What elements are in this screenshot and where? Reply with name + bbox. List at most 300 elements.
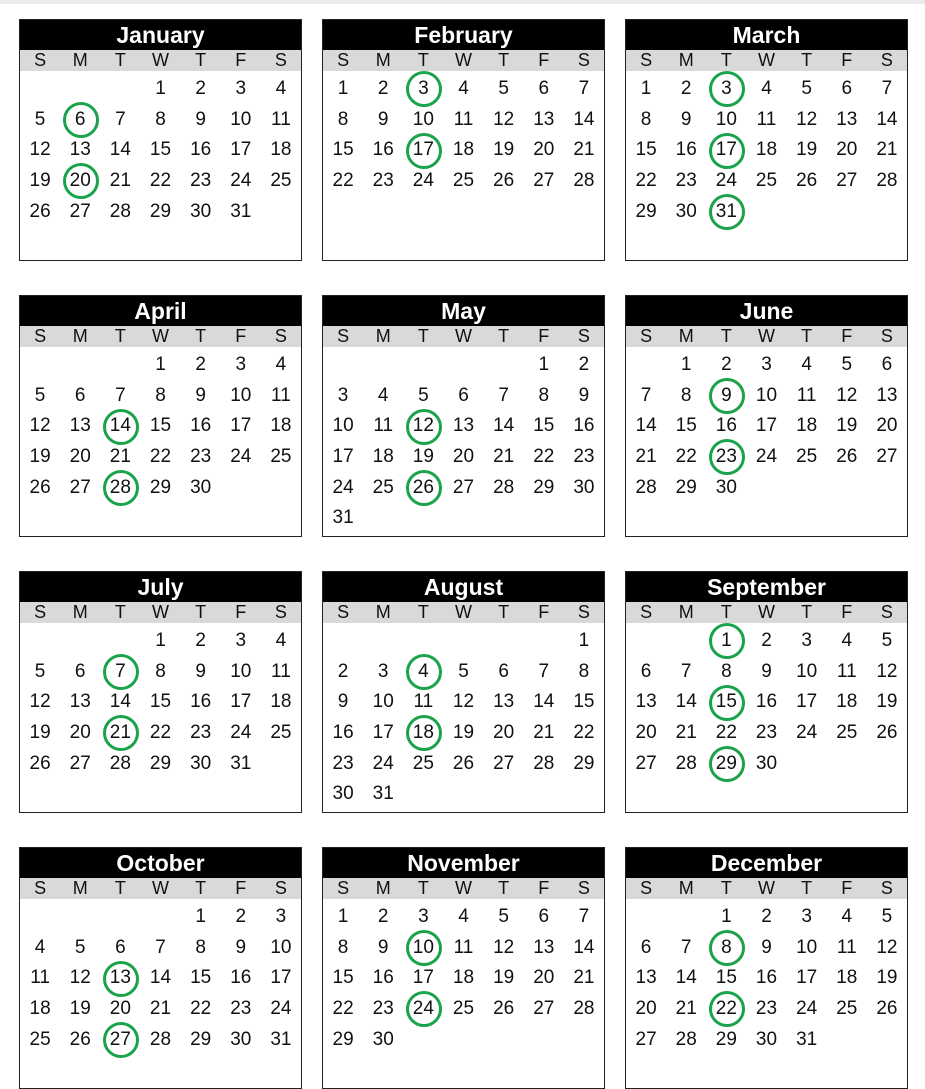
weekday-label: M	[72, 602, 88, 622]
empty-day-cell	[443, 349, 483, 380]
weekday-label: S	[577, 326, 590, 346]
day-cell: 29	[715, 1028, 737, 1050]
weekday-header-row	[323, 602, 604, 623]
weekday-label: T	[195, 878, 207, 898]
empty-day-cell	[20, 625, 60, 656]
day-cell: 6	[640, 936, 652, 958]
day-cell: 27	[533, 998, 555, 1020]
empty-day-cell	[60, 625, 100, 656]
weekday-label: S	[640, 878, 653, 898]
day-cell: 10	[230, 108, 252, 130]
day-cell-circled: 1	[706, 625, 746, 656]
weekday-label: F	[235, 50, 247, 70]
day-cell: 17	[372, 722, 394, 744]
day-cell: 25	[270, 722, 292, 744]
day-cell: 18	[270, 415, 292, 437]
day-cell: 4	[841, 906, 853, 927]
month-title: April	[20, 296, 301, 326]
weekday-label: T	[417, 878, 429, 898]
day-cell: 30	[715, 476, 737, 498]
day-cell-circled: 23	[706, 441, 746, 472]
day-cell: 27	[876, 446, 898, 468]
weekday-label: F	[538, 878, 550, 898]
days-grid	[20, 347, 301, 502]
day-cell: 8	[337, 936, 349, 958]
day-cell: 2	[680, 78, 692, 99]
day-cell: 6	[640, 660, 652, 682]
weekday-label: T	[720, 878, 732, 898]
weekday-label: S	[337, 602, 350, 622]
day-cell: 12	[876, 660, 898, 682]
weekday-header-row	[626, 878, 907, 899]
weekday-label: F	[841, 326, 853, 346]
weekday-label: M	[72, 326, 88, 346]
month-title: July	[20, 572, 301, 602]
day-cell: 21	[635, 446, 657, 468]
day-cell-circled: 21	[100, 717, 140, 748]
day-cell: 1	[538, 354, 550, 375]
day-cell-circled: 18	[403, 717, 443, 748]
day-cell: 15	[635, 139, 657, 161]
day-cell: 1	[640, 78, 652, 99]
day-cell: 9	[761, 660, 772, 682]
weekday-label: F	[841, 878, 853, 898]
day-cell: 18	[270, 139, 292, 161]
day-cell: 13	[452, 415, 475, 437]
day-cell: 13	[635, 967, 657, 989]
day-cell: 20	[635, 722, 657, 744]
day-cell: 9	[761, 936, 772, 958]
weekday-label: M	[375, 50, 391, 70]
day-cell: 31	[230, 752, 252, 774]
weekday-header-row	[626, 50, 907, 71]
weekday-label: S	[337, 50, 350, 70]
weekday-label: S	[577, 50, 590, 70]
day-cell: 26	[69, 1028, 91, 1050]
weekday-label: W	[151, 50, 169, 70]
day-cell: 20	[836, 139, 858, 161]
empty-day-cell	[140, 901, 180, 932]
empty-day-cell	[626, 625, 666, 656]
day-cell: 22	[675, 446, 697, 468]
day-cell: 30	[675, 200, 697, 222]
weekday-label: T	[195, 50, 207, 70]
day-cell: 1	[195, 906, 206, 927]
day-cell: 6	[115, 936, 126, 958]
day-cell: 30	[190, 476, 212, 498]
weekday-label: F	[538, 602, 550, 622]
weekday-label: S	[274, 878, 287, 898]
day-cell: 4	[275, 78, 287, 99]
day-cell: 2	[578, 354, 590, 375]
day-cell: 31	[270, 1028, 292, 1050]
weekday-label: M	[375, 602, 391, 622]
day-cell: 4	[761, 78, 772, 99]
month-title: September	[626, 572, 907, 602]
month-title: October	[20, 848, 301, 878]
weekday-label: M	[72, 878, 88, 898]
day-cell: 6	[881, 354, 893, 375]
weekday-label: W	[757, 878, 775, 898]
day-cell: 20	[876, 415, 898, 437]
day-cell: 25	[270, 170, 292, 192]
month-march	[625, 19, 908, 261]
day-cell: 2	[195, 354, 206, 375]
day-cell-circled: 13	[100, 962, 140, 993]
day-cell: 19	[876, 967, 898, 989]
day-cell: 29	[573, 752, 595, 774]
day-cell: 21	[573, 139, 595, 161]
day-cell-circled: 15	[706, 686, 746, 717]
weekday-label: T	[801, 50, 813, 70]
day-cell: 14	[573, 936, 595, 958]
day-cell: 27	[69, 476, 91, 498]
day-cell: 29	[149, 200, 172, 222]
day-cell: 25	[755, 170, 778, 192]
day-cell-circled: 29	[706, 748, 746, 779]
day-cell: 11	[271, 660, 291, 682]
day-cell: 10	[332, 415, 354, 437]
day-cell: 24	[230, 170, 252, 192]
day-cell: 22	[149, 722, 172, 744]
day-cell: 21	[573, 967, 595, 989]
weekday-label: S	[640, 326, 653, 346]
top-divider	[0, 0, 925, 4]
weekday-label: T	[720, 602, 732, 622]
day-cell: 6	[498, 660, 509, 682]
empty-day-cell	[443, 625, 483, 656]
day-cell: 1	[155, 354, 166, 375]
day-cell: 23	[755, 998, 778, 1020]
day-cell: 27	[635, 1028, 657, 1050]
day-cell: 29	[190, 1028, 212, 1050]
weekday-label: W	[151, 878, 169, 898]
day-cell: 26	[29, 476, 51, 498]
month-title: February	[323, 20, 604, 50]
day-cell: 17	[270, 967, 292, 989]
day-cell: 14	[533, 691, 555, 713]
weekday-label: F	[841, 50, 853, 70]
day-cell: 19	[493, 967, 515, 989]
weekday-label: S	[337, 878, 350, 898]
day-cell: 8	[195, 936, 206, 958]
day-cell: 5	[881, 906, 893, 927]
day-cell: 1	[680, 354, 692, 375]
weekday-label: T	[498, 50, 510, 70]
day-cell: 12	[29, 415, 51, 437]
day-cell: 11	[836, 936, 857, 958]
empty-day-cell	[363, 625, 403, 656]
day-cell: 14	[493, 415, 515, 437]
empty-day-cell	[403, 625, 443, 656]
day-cell: 16	[675, 139, 697, 161]
empty-day-cell	[20, 349, 60, 380]
day-cell: 11	[373, 415, 394, 437]
day-cell: 5	[841, 354, 853, 375]
day-cell: 19	[412, 446, 434, 468]
day-cell: 1	[578, 630, 590, 651]
day-cell: 23	[190, 446, 212, 468]
day-cell-circled: 14	[100, 410, 140, 441]
month-september	[625, 571, 908, 813]
day-cell: 3	[377, 660, 389, 682]
day-cell: 15	[332, 967, 354, 989]
day-cell-circled: 8	[706, 932, 746, 963]
day-cell: 22	[332, 998, 354, 1020]
day-cell-circled: 4	[403, 656, 443, 687]
day-cell: 24	[270, 998, 292, 1020]
empty-day-cell	[666, 901, 706, 932]
weekday-label: T	[801, 602, 813, 622]
day-cell: 15	[715, 967, 737, 989]
day-cell: 22	[715, 722, 737, 744]
day-cell: 8	[640, 108, 652, 130]
month-april	[19, 295, 302, 537]
day-cell: 12	[69, 967, 91, 989]
day-cell: 18	[836, 691, 858, 713]
day-cell: 26	[493, 998, 515, 1020]
weekday-label: S	[34, 50, 47, 70]
day-cell: 27	[533, 170, 555, 192]
day-cell: 12	[796, 108, 818, 130]
day-cell: 27	[635, 752, 657, 774]
day-cell: 9	[195, 384, 206, 406]
month-august	[322, 571, 605, 813]
day-cell: 13	[69, 415, 91, 437]
weekday-label: T	[114, 878, 126, 898]
day-cell: 9	[195, 108, 206, 130]
day-cell-circled: 28	[100, 472, 140, 503]
day-cell: 26	[452, 752, 475, 774]
day-cell: 16	[190, 415, 212, 437]
day-cell: 29	[149, 476, 172, 498]
day-cell: 4	[34, 936, 46, 958]
weekday-label: S	[337, 326, 350, 346]
day-cell: 16	[372, 139, 394, 161]
empty-day-cell	[666, 625, 706, 656]
weekday-label: T	[498, 326, 510, 346]
day-cell: 11	[271, 108, 291, 130]
day-cell: 23	[372, 998, 394, 1020]
weekday-label: S	[34, 602, 47, 622]
day-cell: 5	[34, 108, 46, 130]
day-cell: 11	[796, 384, 817, 406]
day-cell: 12	[452, 691, 475, 713]
weekday-label: W	[151, 602, 169, 622]
day-cell: 23	[372, 170, 394, 192]
days-grid	[323, 623, 604, 809]
day-cell: 1	[155, 630, 166, 651]
day-cell: 21	[533, 722, 555, 744]
day-cell-circled: 17	[403, 134, 443, 165]
weekday-label: M	[678, 50, 694, 70]
day-cell: 7	[680, 660, 692, 682]
day-cell: 21	[876, 139, 898, 161]
day-cell: 26	[836, 446, 858, 468]
day-cell: 18	[372, 446, 394, 468]
day-cell: 11	[836, 660, 857, 682]
year-calendar-grid	[19, 19, 908, 1089]
day-cell-circled: 3	[403, 73, 443, 104]
day-cell: 10	[796, 936, 818, 958]
day-cell: 20	[533, 139, 555, 161]
day-cell: 25	[836, 722, 858, 744]
day-cell: 29	[675, 476, 697, 498]
day-cell: 15	[149, 139, 172, 161]
empty-day-cell	[524, 625, 564, 656]
day-cell: 29	[149, 752, 172, 774]
day-cell: 7	[881, 78, 893, 99]
day-cell: 19	[493, 139, 515, 161]
days-grid	[323, 899, 604, 1054]
day-cell: 2	[195, 78, 206, 99]
day-cell: 12	[836, 384, 858, 406]
day-cell: 14	[109, 691, 131, 713]
day-cell: 7	[155, 936, 166, 958]
day-cell: 14	[573, 108, 595, 130]
day-cell: 22	[573, 722, 595, 744]
day-cell: 3	[418, 906, 429, 927]
day-cell: 6	[458, 384, 469, 406]
day-cell: 8	[155, 108, 166, 130]
day-cell: 14	[635, 415, 657, 437]
day-cell: 3	[801, 906, 812, 927]
weekday-label: W	[454, 602, 472, 622]
day-cell: 13	[69, 691, 91, 713]
day-cell: 13	[876, 384, 898, 406]
day-cell: 24	[412, 170, 434, 192]
day-cell: 4	[275, 630, 287, 651]
weekday-label: T	[417, 50, 429, 70]
weekday-label: W	[454, 50, 472, 70]
weekday-label: T	[801, 326, 813, 346]
weekday-label: W	[151, 326, 169, 346]
day-cell: 2	[337, 660, 349, 682]
day-cell: 7	[680, 936, 692, 958]
day-cell: 2	[377, 906, 389, 927]
day-cell: 4	[458, 78, 469, 99]
day-cell: 25	[29, 1028, 51, 1050]
empty-day-cell	[60, 901, 100, 932]
day-cell: 2	[235, 906, 247, 927]
month-title: November	[323, 848, 604, 878]
day-cell: 28	[493, 476, 515, 498]
weekday-label: F	[538, 50, 550, 70]
day-cell: 15	[533, 415, 555, 437]
day-cell: 27	[69, 752, 91, 774]
day-cell: 10	[755, 384, 778, 406]
days-grid	[323, 71, 604, 196]
weekday-header-row	[323, 50, 604, 71]
day-cell: 14	[149, 967, 172, 989]
day-cell: 2	[761, 630, 772, 651]
day-cell: 5	[418, 384, 429, 406]
day-cell: 20	[69, 722, 91, 744]
day-cell: 11	[453, 936, 474, 958]
empty-day-cell	[323, 349, 363, 380]
day-cell: 12	[876, 936, 898, 958]
day-cell: 11	[271, 384, 291, 406]
empty-day-cell	[626, 901, 666, 932]
day-cell: 30	[755, 752, 778, 774]
weekday-label: F	[235, 602, 247, 622]
day-cell: 7	[538, 660, 550, 682]
weekday-label: T	[195, 602, 207, 622]
empty-day-cell	[20, 73, 60, 104]
day-cell: 17	[230, 691, 252, 713]
days-grid	[20, 899, 301, 1054]
empty-day-cell	[626, 349, 666, 380]
month-october	[19, 847, 302, 1089]
day-cell: 3	[275, 906, 287, 927]
weekday-label: T	[114, 326, 126, 346]
day-cell: 22	[149, 170, 172, 192]
day-cell: 16	[755, 691, 778, 713]
day-cell: 31	[796, 1028, 818, 1050]
day-cell: 14	[675, 691, 697, 713]
weekday-label: S	[640, 50, 653, 70]
days-grid	[626, 623, 907, 778]
day-cell: 21	[675, 722, 697, 744]
day-cell: 20	[493, 722, 515, 744]
month-december	[625, 847, 908, 1089]
weekday-label: S	[34, 878, 47, 898]
day-cell: 27	[69, 200, 91, 222]
day-cell: 10	[372, 691, 394, 713]
day-cell: 17	[796, 967, 818, 989]
day-cell: 19	[796, 139, 818, 161]
weekday-label: T	[417, 326, 429, 346]
day-cell: 9	[337, 691, 349, 713]
day-cell: 30	[332, 783, 354, 805]
day-cell: 23	[573, 446, 595, 468]
day-cell: 9	[680, 108, 692, 130]
day-cell: 8	[680, 384, 692, 406]
day-cell: 23	[190, 170, 212, 192]
day-cell: 13	[493, 691, 515, 713]
month-july	[19, 571, 302, 813]
weekday-label: S	[274, 326, 287, 346]
day-cell: 30	[755, 1028, 778, 1050]
weekday-label: T	[498, 878, 510, 898]
empty-day-cell	[100, 625, 140, 656]
day-cell: 28	[109, 752, 131, 774]
weekday-label: W	[757, 326, 775, 346]
day-cell: 25	[796, 446, 818, 468]
day-cell: 31	[332, 507, 354, 529]
day-cell: 16	[573, 415, 595, 437]
day-cell: 12	[493, 108, 515, 130]
day-cell: 20	[69, 446, 91, 468]
weekday-label: T	[417, 602, 429, 622]
day-cell: 9	[578, 384, 590, 406]
weekday-header-row	[20, 326, 301, 347]
day-cell: 28	[149, 1028, 172, 1050]
day-cell: 22	[635, 170, 657, 192]
day-cell: 9	[377, 108, 389, 130]
day-cell: 23	[190, 722, 212, 744]
day-cell: 1	[721, 906, 732, 927]
weekday-label: M	[678, 878, 694, 898]
day-cell-circled: 7	[100, 656, 140, 687]
day-cell: 5	[801, 78, 812, 99]
day-cell: 17	[796, 691, 818, 713]
day-cell: 9	[377, 936, 389, 958]
weekday-label: W	[454, 326, 472, 346]
day-cell: 28	[109, 200, 131, 222]
day-cell: 23	[755, 722, 778, 744]
day-cell: 18	[796, 415, 818, 437]
